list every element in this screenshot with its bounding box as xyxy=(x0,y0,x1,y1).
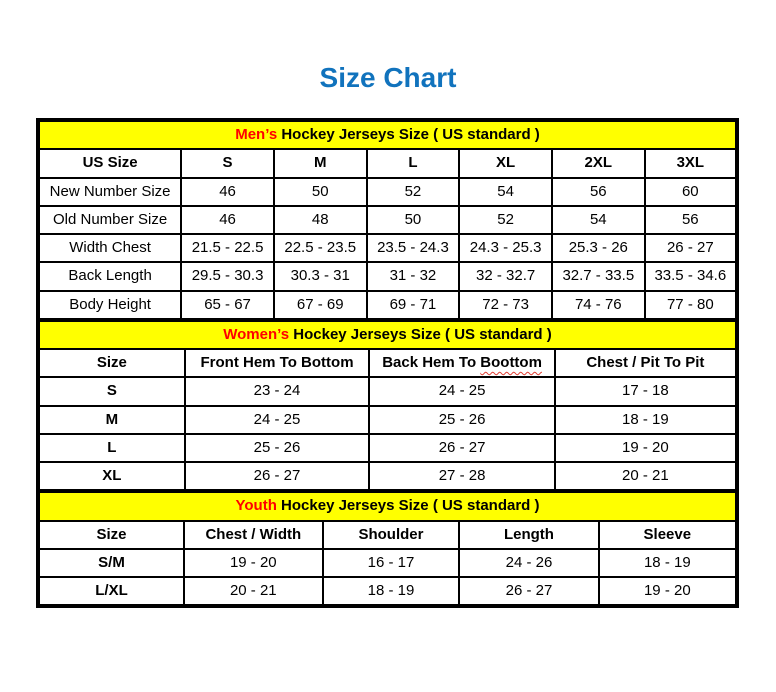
section-title-accent: Youth xyxy=(235,497,277,515)
section-header-row xyxy=(39,121,736,149)
table-cell: 29.5 - 30.3 xyxy=(181,262,274,290)
section-title-rest: Hockey Jerseys Size ( US standard ) xyxy=(276,497,540,515)
row-label: Back Length xyxy=(39,262,181,290)
table-cell: 60 xyxy=(645,178,736,206)
column-header: Sleeve xyxy=(599,521,736,549)
table-cell: 50 xyxy=(367,206,460,234)
column-header: M xyxy=(274,149,367,177)
page-title: Size Chart xyxy=(319,62,457,93)
table-cell: 19 - 20 xyxy=(555,434,736,462)
section-title-accent: Men’s xyxy=(235,126,278,143)
column-header: 3XL xyxy=(645,149,736,177)
row-label: Old Number Size xyxy=(39,206,181,234)
table-cell: 21.5 - 22.5 xyxy=(181,234,274,262)
row-label: New Number Size xyxy=(39,178,181,206)
table-cell: 56 xyxy=(645,206,736,234)
table-cell: 25 - 26 xyxy=(185,434,370,462)
column-header-row xyxy=(39,521,736,549)
section-header-row xyxy=(39,321,736,349)
size-chart-tables xyxy=(36,118,739,608)
table-cell: 74 - 76 xyxy=(552,291,645,319)
table-cell: 33.5 - 34.6 xyxy=(645,262,736,290)
table-cell: 26 - 27 xyxy=(369,434,554,462)
table-cell: 19 - 20 xyxy=(599,577,736,605)
table-cell: 17 - 18 xyxy=(555,377,736,405)
table-row xyxy=(39,462,736,490)
table-cell: 18 - 19 xyxy=(555,406,736,434)
table-row xyxy=(39,377,736,405)
column-header: L xyxy=(367,149,460,177)
size-table-mens xyxy=(38,120,737,320)
table-cell: 24 - 26 xyxy=(459,549,598,577)
table-cell: 18 - 19 xyxy=(599,549,736,577)
row-label: S/M xyxy=(39,549,184,577)
section-title-accent: Women’s xyxy=(223,325,290,343)
section-title-womens xyxy=(39,321,736,349)
table-cell: 69 - 71 xyxy=(367,291,460,319)
table-cell: 23 - 24 xyxy=(185,377,370,405)
row-label: L xyxy=(39,434,185,462)
table-cell: 46 xyxy=(181,178,274,206)
table-cell: 18 - 19 xyxy=(323,577,460,605)
table-cell: 32.7 - 33.5 xyxy=(552,262,645,290)
table-row xyxy=(39,178,736,206)
table-cell: 56 xyxy=(552,178,645,206)
column-header: Length xyxy=(459,521,598,549)
table-row xyxy=(39,234,736,262)
table-cell: 22.5 - 23.5 xyxy=(274,234,367,262)
table-row xyxy=(39,577,736,605)
column-header: XL xyxy=(459,149,552,177)
table-cell: 77 - 80 xyxy=(645,291,736,319)
table-row xyxy=(39,206,736,234)
row-label: L/XL xyxy=(39,577,184,605)
section-header-row xyxy=(39,492,736,520)
table-cell: 27 - 28 xyxy=(369,462,554,490)
table-row xyxy=(39,291,736,319)
size-table-youth xyxy=(38,491,737,606)
table-row xyxy=(39,406,736,434)
column-header: Chest / Width xyxy=(184,521,323,549)
misspelled-word: Boottom xyxy=(480,354,542,371)
column-header-row xyxy=(39,349,736,377)
column-header: 2XL xyxy=(552,149,645,177)
column-header-row xyxy=(39,149,736,177)
column-header: Shoulder xyxy=(323,521,460,549)
section-title-youth xyxy=(39,492,736,520)
table-cell: 65 - 67 xyxy=(181,291,274,319)
column-header: S xyxy=(181,149,274,177)
row-label: XL xyxy=(39,462,185,490)
section-title-rest: Hockey Jerseys Size ( US standard ) xyxy=(277,126,540,143)
table-cell: 52 xyxy=(459,206,552,234)
table-cell: 19 - 20 xyxy=(184,549,323,577)
table-cell: 16 - 17 xyxy=(323,549,460,577)
table-cell: 26 - 27 xyxy=(185,462,370,490)
row-label: S xyxy=(39,377,185,405)
column-header: Chest / Pit To Pit xyxy=(555,349,736,377)
table-cell: 67 - 69 xyxy=(274,291,367,319)
column-header: Size xyxy=(39,521,184,549)
table-cell: 26 - 27 xyxy=(645,234,736,262)
table-cell: 50 xyxy=(274,178,367,206)
section-title-rest: Hockey Jerseys Size ( US standard ) xyxy=(289,325,552,343)
row-label: Width Chest xyxy=(39,234,181,262)
table-cell: 26 - 27 xyxy=(459,577,598,605)
table-cell: 54 xyxy=(459,178,552,206)
table-cell: 23.5 - 24.3 xyxy=(367,234,460,262)
table-cell: 24 - 25 xyxy=(185,406,370,434)
table-cell: 54 xyxy=(552,206,645,234)
table-cell: 31 - 32 xyxy=(367,262,460,290)
table-row xyxy=(39,549,736,577)
section-title-mens xyxy=(39,121,736,149)
table-row xyxy=(39,434,736,462)
table-cell: 20 - 21 xyxy=(184,577,323,605)
table-row xyxy=(39,262,736,290)
table-cell: 20 - 21 xyxy=(555,462,736,490)
table-cell: 32 - 32.7 xyxy=(459,262,552,290)
table-cell: 52 xyxy=(367,178,460,206)
column-header: Size xyxy=(39,349,185,377)
column-header: US Size xyxy=(39,149,181,177)
table-cell: 24 - 25 xyxy=(369,377,554,405)
table-cell: 30.3 - 31 xyxy=(274,262,367,290)
table-cell: 24.3 - 25.3 xyxy=(459,234,552,262)
column-header: Back Hem To Boottom xyxy=(369,349,554,377)
table-cell: 46 xyxy=(181,206,274,234)
table-cell: 72 - 73 xyxy=(459,291,552,319)
size-table-womens xyxy=(38,320,737,492)
table-cell: 48 xyxy=(274,206,367,234)
row-label: M xyxy=(39,406,185,434)
table-cell: 25 - 26 xyxy=(369,406,554,434)
row-label: Body Height xyxy=(39,291,181,319)
table-cell: 25.3 - 26 xyxy=(552,234,645,262)
column-header: Front Hem To Bottom xyxy=(185,349,370,377)
